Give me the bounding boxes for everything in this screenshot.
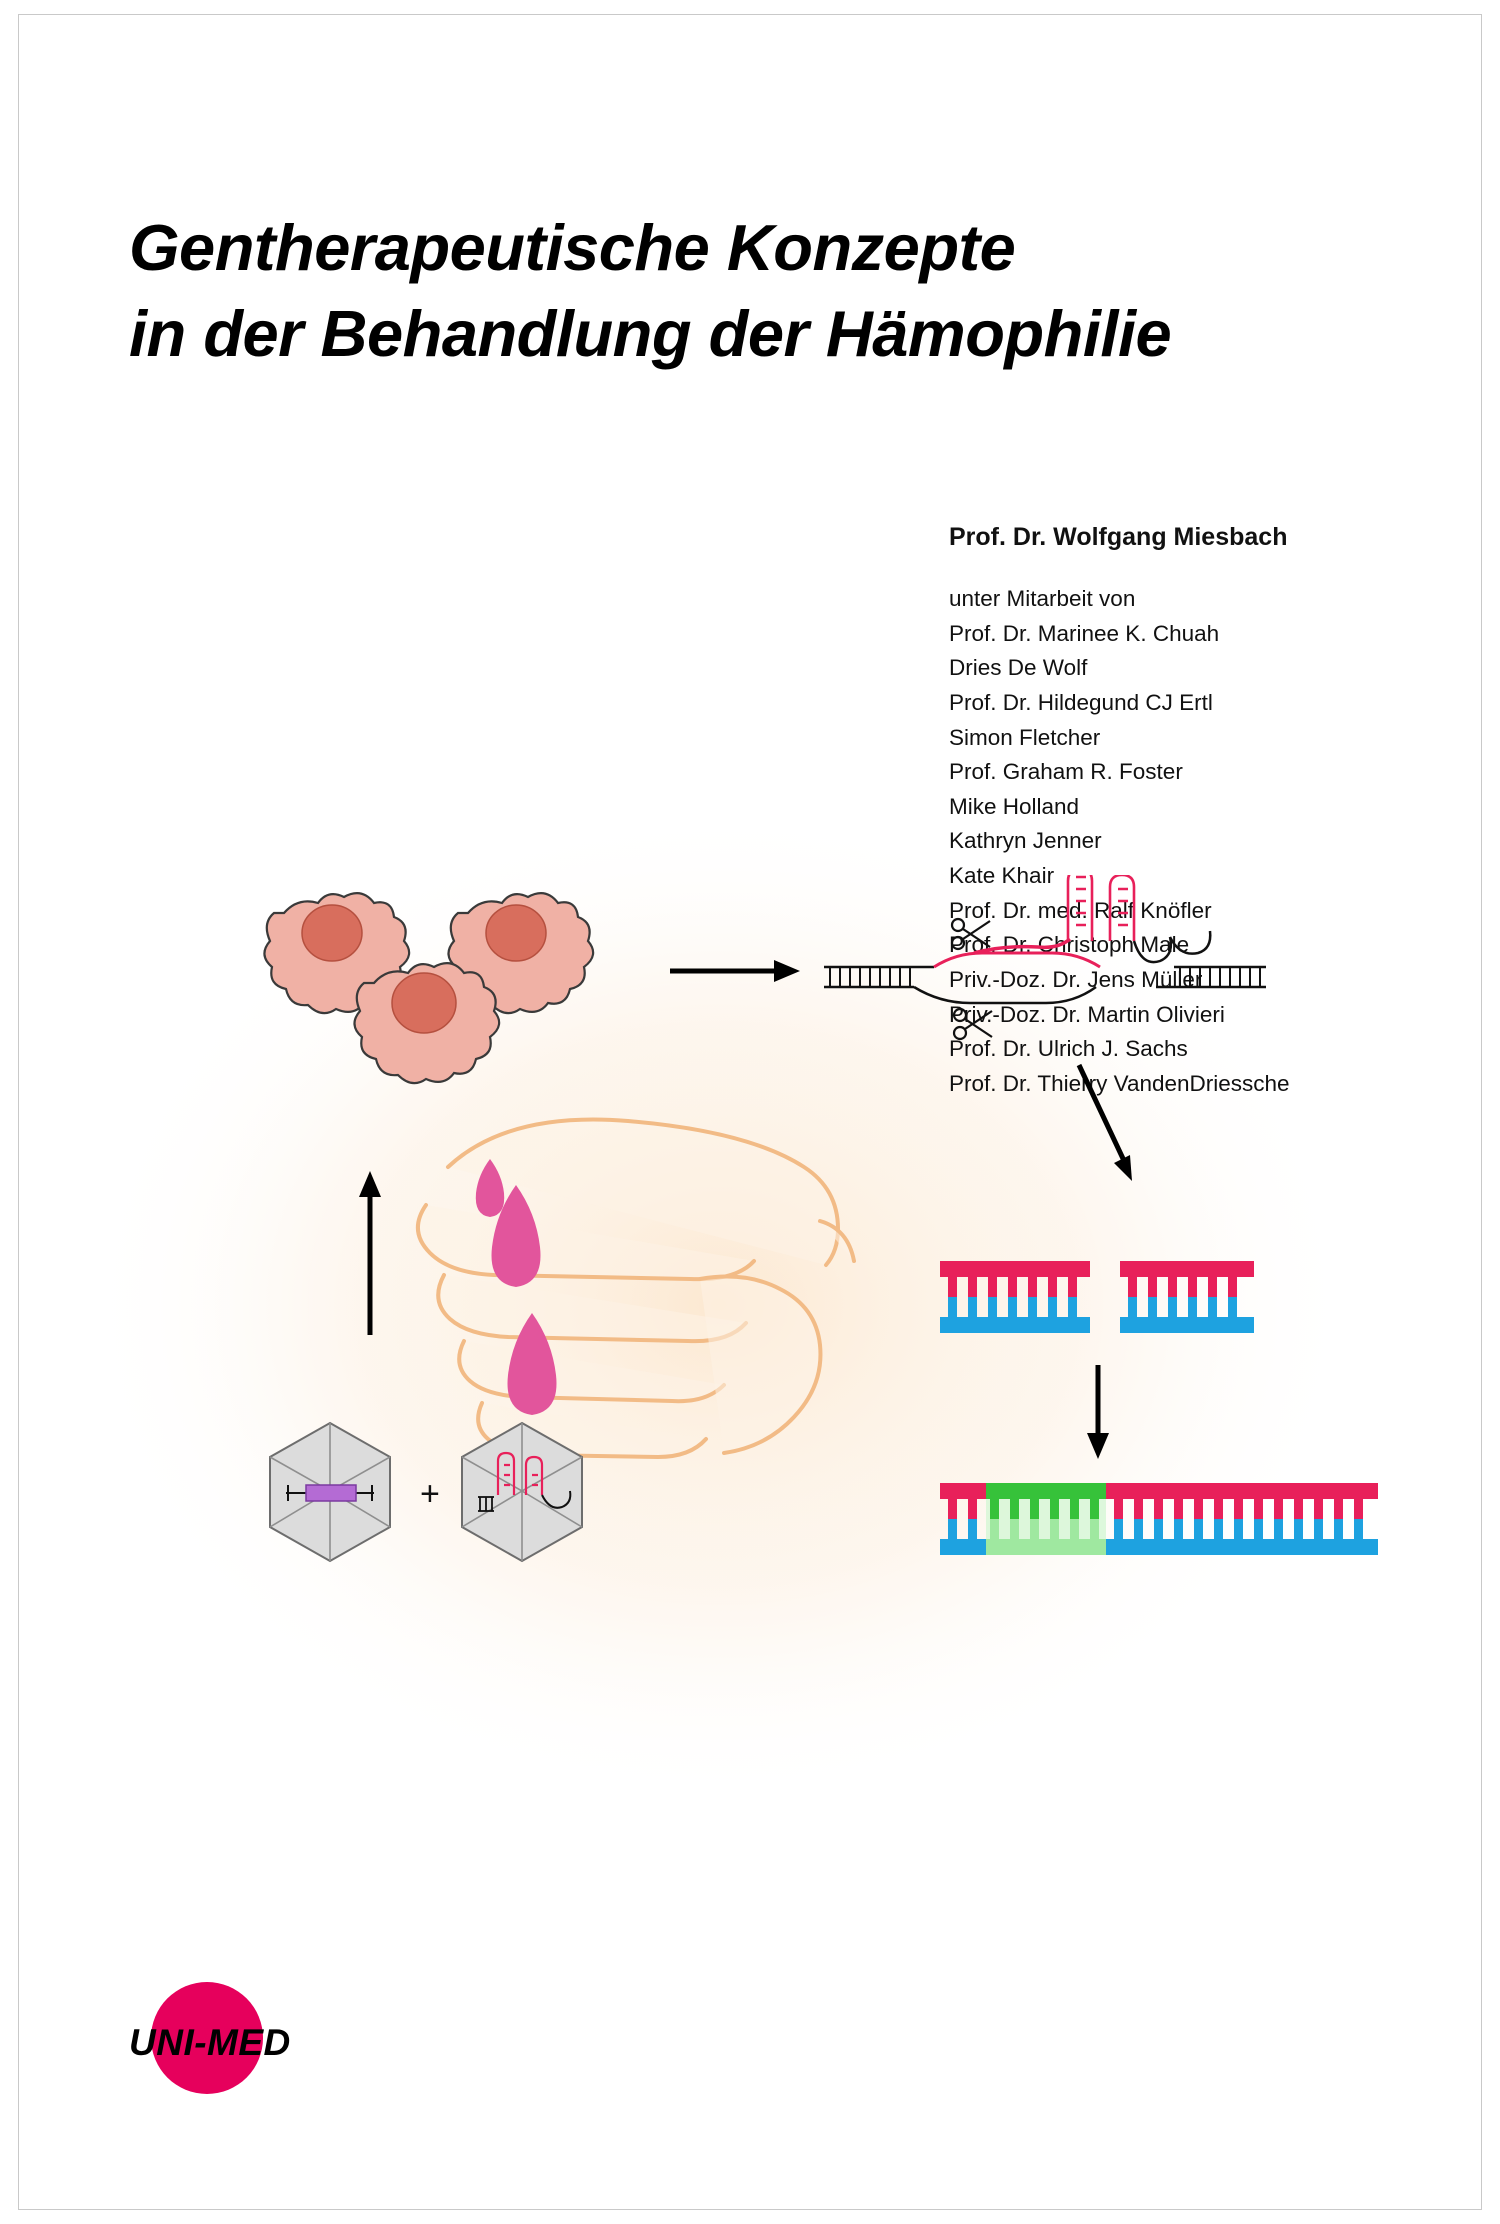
list-item: Kathryn Jenner [949,828,1102,854]
viral-vectors [270,1423,582,1561]
arrow-right-top [670,960,800,982]
publisher-name: UNI-MED [129,2022,291,2063]
list-item: Mike Holland [949,793,1080,819]
list-item: Priv.-Doz. Dr. Jens Müller [949,967,1203,993]
page-title [129,205,1429,377]
dna-fragment-left [940,1261,1090,1333]
title-line-2: in der Behandlung der Hämophilie [129,296,1172,370]
list-item: Kate Khair [949,863,1055,889]
author-name: Prof. Dr. Wolfgang Miesbach [949,523,1288,551]
contributors-intro: unter Mitarbeit von [949,586,1136,611]
cells-group [264,893,593,1083]
list-item: Prof. Dr. Hildegund CJ Ertl [949,689,1213,715]
list-item: Prof. Dr. med. Ralf Knöfler [949,897,1212,923]
cover-canvas [18,14,1482,2210]
arrow-down-right [1079,1065,1132,1181]
list-item: Simon Fletcher [949,724,1101,750]
list-item: Dries De Wolf [949,655,1088,681]
scissors-icon [952,919,990,949]
list-item: Prof. Dr. Thierry VandenDriessche [949,1070,1290,1096]
scissors-icon [954,1009,992,1039]
list-item: Prof. Dr. Marinee K. Chuah [949,620,1220,646]
dna-edited-sequence [940,1483,1378,1555]
list-item: Prof. Dr. Christoph Male [949,932,1190,958]
cover-illustration [74,875,1454,1775]
crispr-complex [824,875,1266,1039]
list-item: Priv.-Doz. Dr. Martin Olivieri [949,1001,1225,1027]
dna-fragment-right [1120,1261,1254,1333]
title-line-1: Gentherapeutische Konzepte [129,211,1016,284]
arrow-up-left [359,1171,381,1335]
list-item: Prof. Dr. Ulrich J. Sachs [949,1036,1188,1062]
publisher-logo [129,1970,359,2100]
list-item: Prof. Graham R. Foster [949,759,1183,785]
arrow-down-right-lower [1087,1365,1109,1459]
plus-sign: + [420,1475,440,1513]
